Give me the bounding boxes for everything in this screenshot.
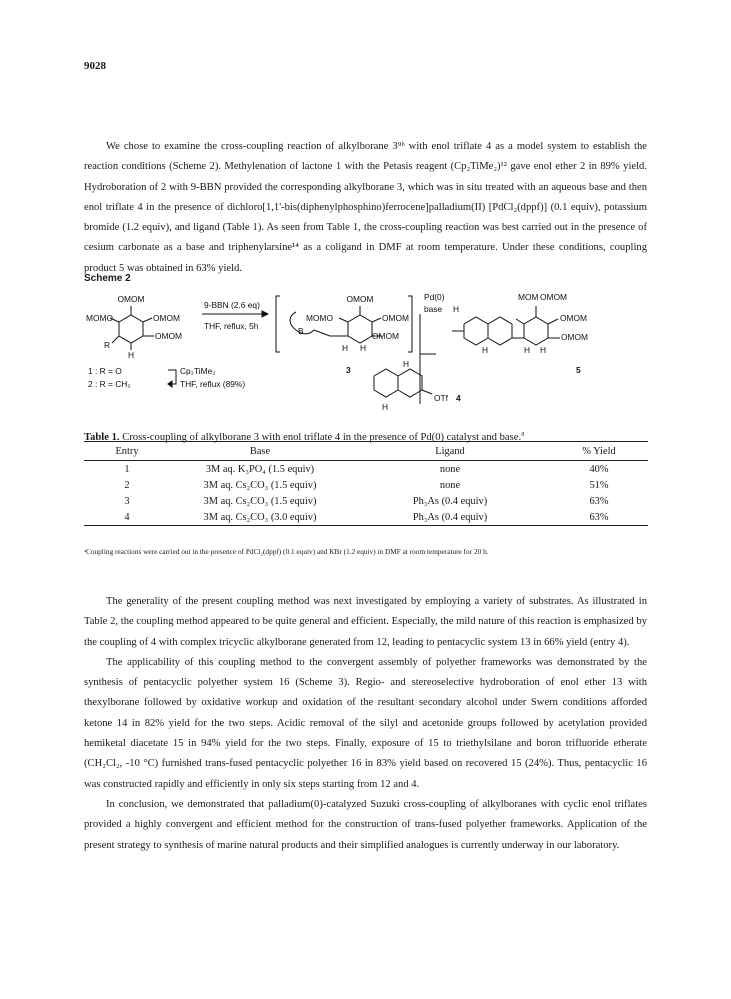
table-footnote: ᵃCoupling reactions were carried out in the presence of PdCl₂(dppf) (0.1 equiv) and KBr (1.2 equiv) in DMF at room temperature for 20 h. [84, 547, 489, 556]
h-product-d: H [540, 345, 547, 355]
paragraph-applicability: The applicability of this coupling method to the convergent assembly of polyether frameworks was demonstrated by the synthesis of pentacyclic polyether system 16 (Scheme 3). Regio- and stereoselective hydroboration of enol ether 13 with thexylborane followed by oxidative workup and oxidation of the resultant secondary alcohol under Swern conditions afforded ketone 14 in 82% yield for the two steps. Acidic removal of the silyl and acetonide groups followed by acetylation provided hemiketal diacetate 15 in 94% yield for the two steps. Finally, exposure of 15 to triethylsilane and boron trifluoride etherate (CH₂Cl₂, -10 °C) furnished trans-fused pentacyclic polyether 16 in 83% yield based on recovered 15 (24%). Thus, pentacyclic 16 was constructed rapidly and efficiently in only six steps starting from 12 and 4. [84, 656, 647, 790]
reagent-cp2time2: Cp₂TiMe₂ [180, 366, 216, 376]
table-row [84, 509, 648, 526]
h-product-c: H [524, 345, 531, 355]
entry-cell: 1 [124, 463, 130, 475]
scheme-2-diagram [84, 288, 647, 420]
paragraph-generality: The generality of the present coupling method was next investigated by employing a variety of substrates. As illustrated in Table 2, the coupling method appeared to be quite general and efficient. Especially, the mild nature of this reaction is emphasized by the coupling of 4 with complex tricyclic alkylborane generated from 12, leading to pentacyclic system 13 in 66% yield (entry 4). [84, 596, 647, 648]
h-triflate-bottom: H [382, 402, 389, 412]
paragraph-conclusion: In conclusion, we demonstrated that palladium(0)-catalyzed Suzuki cross-coupling of alkylboranes with cyclic enol triflates provided a highly convergent and efficient method for the construction of trans-fused polyether frameworks. Application of the present strategy to synthesis of marine natural products and their simplified analogues is currently underway in our laboratory. [84, 798, 647, 851]
h-mid-a: H [342, 343, 349, 353]
header-base: Base [170, 442, 350, 461]
mom-product: MOM [518, 292, 539, 302]
r-group: R [104, 340, 111, 350]
compound-2-label: 2 : R = CH₂ [88, 379, 131, 389]
ligand-cell: Ph₃As (0.4 equiv) [412, 495, 488, 507]
coupling-results-table [84, 441, 648, 526]
h-triflate-top: H [403, 359, 410, 369]
omom-product-right: OMOM [560, 313, 587, 323]
ligand-cell: none [439, 479, 461, 491]
base-cell: 3M aq. Cs₂CO₃ (3.0 equiv) [170, 509, 350, 526]
entry-cell: 2 [124, 479, 130, 491]
results-section [84, 592, 647, 856]
table-caption-mark: a [521, 428, 525, 437]
intro-section [84, 137, 647, 279]
h-left: H [128, 350, 135, 360]
h-product-a: H [453, 304, 460, 314]
entry-cell: 4 [84, 509, 170, 526]
table-row [84, 493, 648, 509]
reagent-base: base [424, 304, 443, 314]
omom-chain-mid: OMOM [372, 331, 399, 341]
table-row [84, 477, 648, 493]
table-caption-prefix: Table 1. [84, 431, 120, 443]
yield-cell: 63% [589, 495, 609, 507]
omom-top-mid: OMOM [346, 294, 374, 304]
conditions-thf-reflux-89: THF, reflux (89%) [180, 379, 246, 389]
omom-top-left: OMOM [117, 294, 145, 304]
ligand-cell: Ph₃As (0.4 equiv) [350, 509, 550, 526]
otf-label: OTf [434, 393, 448, 403]
omom-right-mid: OMOM [382, 313, 409, 323]
omom-right-left: OMOM [153, 313, 180, 323]
page-number: 9028 [84, 60, 106, 72]
reagent-pd0: Pd(0) [424, 292, 445, 302]
compound-3-label: 3 [346, 365, 351, 375]
conditions-thf-reflux-5h: THF, reflux, 5h [204, 321, 259, 331]
base-cell: 3M aq. K₃PO₄ (1.5 equiv) [205, 463, 315, 475]
scheme-title: Scheme 2 [84, 273, 131, 284]
compound-1-label: 1 : R = O [88, 366, 122, 376]
boron-label: B [298, 326, 304, 336]
header-entry: Entry [84, 442, 170, 461]
entry-cell: 3 [124, 495, 130, 507]
h-product-b: H [482, 345, 489, 355]
base-cell: 3M aq. Cs₂CO₃ (1.5 equiv) [203, 495, 317, 507]
compound-5-label: 5 [576, 365, 581, 375]
header-yield: % Yield [550, 442, 648, 461]
omom-product-top: OMOM [540, 292, 567, 302]
table-row [84, 461, 648, 478]
base-cell: 3M aq. Cs₂CO₃ (1.5 equiv) [203, 479, 317, 491]
yield-cell: 40% [589, 463, 609, 475]
yield-cell: 63% [550, 509, 648, 526]
header-ligand: Ligand [350, 442, 550, 461]
yield-cell: 51% [589, 479, 609, 491]
reagent-9bbn: 9-BBN (2.6 eq) [204, 300, 260, 310]
intro-paragraph: We chose to examine the cross-coupling reaction of alkylborane 3⁹ᵇ with enol triflate 4 as a model system to establish the reaction conditions (Scheme 2). Methylenation of lactone 1 with the Petasis reagent (Cp₂TiMe₂)¹² gave enol ether 2 in 89% yield. Hydroboration of 2 with 9-BBN provided the corresponding alkylborane 3, which was in situ treated with an aqueous base and then enol triflate 4 in the presence of dichloro[1,1'-bis(diphenylphosphino)ferrocene]palladium(II) [PdCl₂(dppf)] (0.1 equiv), potassium bromide (1.2 equiv), and ligand (Table 1). As seen from Table 1, the cross-coupling reaction was best carried out in the presence of cesium carbonate as a base and triphenylarsine¹⁴ as a coligand in DMF at room temperature. Under these conditions, coupling product 5 was obtained in 63% yield. [84, 141, 647, 274]
h-mid-b: H [360, 343, 367, 353]
momo-left: MOMO [86, 313, 113, 323]
table-header-row [84, 442, 648, 461]
compound-4-label: 4 [456, 393, 461, 403]
momo-mid: MOMO [306, 313, 333, 323]
omom-product-chain: OMOM [561, 332, 588, 342]
table-caption-text: Cross-coupling of alkylborane 3 with enol triflate 4 in the presence of Pd(0) catalyst and base. [122, 431, 522, 443]
ligand-cell: none [439, 463, 461, 475]
omom-chain-left: OMOM [155, 331, 182, 341]
